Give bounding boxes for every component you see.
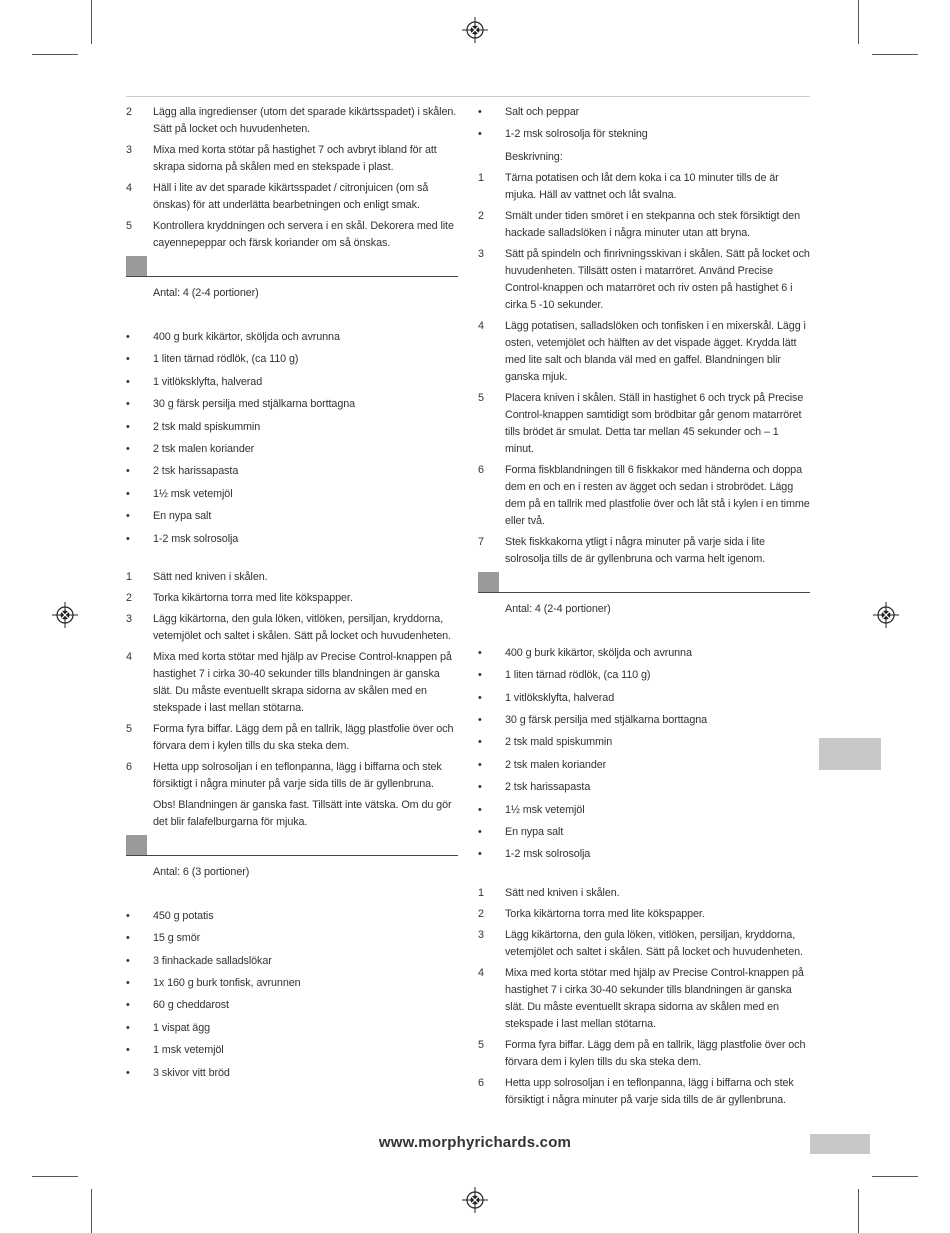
ingredient-item: • 2 tsk malen koriander xyxy=(478,758,607,771)
step-item: 2 Smält under tiden smöret i en stekpanna och stek försiktigt den hackade salladslöken i några minuter utan att bryna. xyxy=(478,209,800,239)
left-column xyxy=(126,104,458,1087)
ingredient-list xyxy=(478,645,810,864)
ingredient-item: • 400 g burk kikärtor, sköljda och avrunna xyxy=(478,646,692,659)
ingredient-item: • 1-2 msk solrosolja för stekning xyxy=(478,128,648,141)
step-item: 3 Lägg kikärtorna, den gula löken, vitlöken, persiljan, kryddorna, vetemjölet och saltet i skålen. Sätt på locket och huvudenheten. xyxy=(126,612,451,642)
ingredient-item: • 400 g burk kikärtor, sköljda och avrunna xyxy=(126,331,340,343)
ingredient-item: • 1 liten tärnad rödlök, (ca 110 g) xyxy=(126,353,299,366)
ingredient-item: • 2 tsk harissapasta xyxy=(478,781,591,794)
registration-mark-icon xyxy=(873,602,899,628)
step-item xyxy=(126,218,458,252)
step-item: 7 Stek fiskkakorna ytligt i några minuter på varje sida i lite solrosolja tills de är gyllenbruna och varma helt igenom. xyxy=(478,535,766,565)
step-item: 5 Forma fyra biffar. Lägg dem på en tallrik, lägg plastfolie över och förvara dem i kylen tills du ska steka dem. xyxy=(126,722,454,752)
step-item: 5 Placera kniven i skålen. Ställ in hastighet 6 och tryck på Precise Control-knappen samtidigt som brödbitar går genom matarröret tills brödet är smulat. Detta tar mellan 45 sekunder och – 1 minut. xyxy=(478,391,804,455)
recipe-header-bar xyxy=(478,572,810,593)
servings: Antal: 4 (2-4 portioner) xyxy=(153,287,259,299)
recipe-header-square xyxy=(478,572,499,592)
ingredient-item: • 2 tsk harissapasta xyxy=(126,465,239,478)
ingredient-item: • Salt och peppar xyxy=(478,106,580,118)
crop-mark xyxy=(32,54,78,55)
recipe-header-square xyxy=(126,835,147,855)
ingredient-item: • 1 vispat ägg xyxy=(126,1021,211,1034)
step-text: Häll i lite av det sparade kikärtsspadet / citronjuicen (om så önskas) för att underlätta bearbetningen och enligt smak. xyxy=(153,182,429,211)
step-item xyxy=(126,142,458,176)
step-number: 4 xyxy=(126,182,132,194)
note: Obs! Blandningen är ganska fast. Tillsätt inte vätska. Om du gör det blir falafelburgarna för mjuka. xyxy=(153,798,452,828)
crop-mark xyxy=(872,1176,918,1177)
fishcake-steps xyxy=(478,170,810,568)
registration-mark-icon xyxy=(462,1187,488,1213)
falafel-steps xyxy=(478,885,810,1109)
step-item: 2 Torka kikärtorna torra med lite kökspapper. xyxy=(478,907,705,920)
crop-mark xyxy=(32,1176,78,1177)
ingredient-item: • 450 g potatis xyxy=(126,909,214,922)
falafel-steps xyxy=(126,569,458,831)
step-item: 5 Forma fyra biffar. Lägg dem på en tallrik, lägg plastfolie över och förvara dem i kylen tills du ska steka dem. xyxy=(478,1038,806,1068)
step-item: 1 Tärna potatisen och låt dem koka i ca 10 minuter tills de är mjuka. Häll av vattnet och låt svalna. xyxy=(478,171,779,201)
crop-mark xyxy=(858,1189,859,1233)
ingredient-item: • 2 tsk malen koriander xyxy=(126,442,255,455)
ingredient-item: • 1 vitlöksklyfta, halverad xyxy=(478,691,615,704)
step-item: 6 Hetta upp solrosoljan i en teflonpanna, lägg i biffarna och stek försiktigt i några minuter på varje sida tills de är gyllenbruna. xyxy=(478,1076,794,1106)
right-column xyxy=(478,104,810,1113)
step-number: 3 xyxy=(126,144,132,156)
step-item xyxy=(126,104,458,138)
recipe-header-bar xyxy=(126,256,458,277)
step-item: 2 Torka kikärtorna torra med lite kökspapper. xyxy=(126,591,353,604)
ingredient-item: • 1-2 msk solrosolja xyxy=(126,532,239,545)
description-label: Beskrivning: xyxy=(505,150,563,163)
step-item: 3 Sätt på spindeln och finrivningsskivan i skålen. Sätt på locket och huvudenheten. Tillsätt osten i matarröret. Använd Precise Control-knappen och matarröret och riv osten på hastighet 6 i cirka 5 -10 sekunder. xyxy=(478,247,810,311)
registration-mark-icon xyxy=(52,602,78,628)
ingredient-item: • 60 g cheddarost xyxy=(126,999,229,1012)
hummus-steps xyxy=(126,104,458,252)
ingredient-item: • 30 g färsk persilja med stjälkarna borttagna xyxy=(478,713,708,726)
step-item: 1 Sätt ned kniven i skålen. xyxy=(126,570,268,583)
website-footer[interactable]: www.morphyrichards.com xyxy=(378,1134,572,1151)
recipe-header-square xyxy=(126,256,147,276)
step-item: 4 Mixa med korta stötar med hjälp av Precise Control-knappen på hastighet 7 i cirka 30-40 sekunder tills blandningen är ganska slät. Du måste eventuellt skrapa sidorna av skålen med en stekspade i last mellan stötarna. xyxy=(478,966,804,1030)
step-text: Lägg alla ingredienser (utom det sparade kikärtsspadet) i skålen. Sätt på locket och huvudenheten. xyxy=(153,106,457,135)
servings: Antal: 6 (3 portioner) xyxy=(153,865,250,878)
step-item: 4 Mixa med korta stötar med hjälp av Precise Control-knappen på hastighet 7 i cirka 30-40 sekunder tills blandningen är ganska slät. Du måste eventuellt skrapa sidorna av skålen med en stekspade i last mellan stötarna. xyxy=(126,650,452,714)
step-item: 1 Sätt ned kniven i skålen. xyxy=(478,886,620,899)
step-item: 4 Lägg potatisen, salladslöken och tonfisken i en mixerskål. Lägg i osten, vetemjölet och hälften av det vispade ägget. Krydda lätt med lite salt och blanda väl med en gaffel. Blandningen blir ganska mjuk. xyxy=(478,319,806,383)
crop-mark xyxy=(91,0,92,44)
registration-mark-icon xyxy=(462,17,488,43)
step-item: 6 Hetta upp solrosoljan i en teflonpanna, lägg i biffarna och stek försiktigt i några minuter på varje sida tills de är gyllenbruna. xyxy=(126,760,442,790)
ingredient-item: • 1½ msk vetemjöl xyxy=(478,803,585,816)
ingredient-list xyxy=(126,329,458,548)
step-text: Mixa med korta stötar på hastighet 7 och avbryt ibland för att skrapa sidorna på skålen med en stekspade i plast. xyxy=(153,144,437,173)
step-item: 6 Forma fiskblandningen till 6 fiskkakor med händerna och doppa dem en och en i resten av ägget och sedan i strobrödet. Lägg dem på en tallrik med plastfolie över och låt stå i kylen i en timme eller två. xyxy=(478,463,810,527)
top-rule xyxy=(126,96,810,97)
ingredient-list xyxy=(126,908,458,1082)
recipe-header-bar xyxy=(126,835,458,856)
ingredient-item: • 1x 160 g burk tonfisk, avrunnen xyxy=(126,977,301,990)
step-text: Kontrollera kryddningen och servera i en skål. Dekorera med lite cayennepeppar och färsk koriander om så önskas. xyxy=(153,220,454,249)
ingredient-item: • 2 tsk mald spiskummin xyxy=(126,420,261,433)
ingredient-item: • 30 g färsk persilja med stjälkarna borttagna xyxy=(126,398,356,411)
ingredient-item: • 3 skivor vitt bröd xyxy=(126,1066,230,1079)
ingredient-item: • 3 finhackade salladslökar xyxy=(126,954,272,967)
step-number: 5 xyxy=(126,220,132,232)
ingredient-item: • En nypa salt xyxy=(478,825,564,838)
ingredient-item: • 15 g smör xyxy=(126,932,201,945)
crop-mark xyxy=(872,54,918,55)
ingredient-list xyxy=(478,104,810,143)
ingredient-item: • 1½ msk vetemjöl xyxy=(126,487,233,500)
crop-mark xyxy=(858,0,859,44)
step-item xyxy=(126,180,458,214)
ingredient-item: • 1-2 msk solrosolja xyxy=(478,848,591,861)
step-item: 3 Lägg kikärtorna, den gula löken, vitlöken, persiljan, kryddorna, vetemjölet och saltet i skålen. Sätt på locket och huvudenheten. xyxy=(478,928,803,958)
step-number: 2 xyxy=(126,106,132,118)
language-tab xyxy=(819,738,881,770)
crop-mark xyxy=(91,1189,92,1233)
ingredient-item: • 2 tsk mald spiskummin xyxy=(478,736,613,749)
ingredient-item: • 1 msk vetemjöl xyxy=(126,1044,224,1057)
ingredient-item: • 1 vitlöksklyfta, halverad xyxy=(126,375,263,388)
ingredient-item: • 1 liten tärnad rödlök, (ca 110 g) xyxy=(478,669,651,682)
servings: Antal: 4 (2-4 portioner) xyxy=(505,602,611,615)
ingredient-item: • En nypa salt xyxy=(126,510,212,523)
